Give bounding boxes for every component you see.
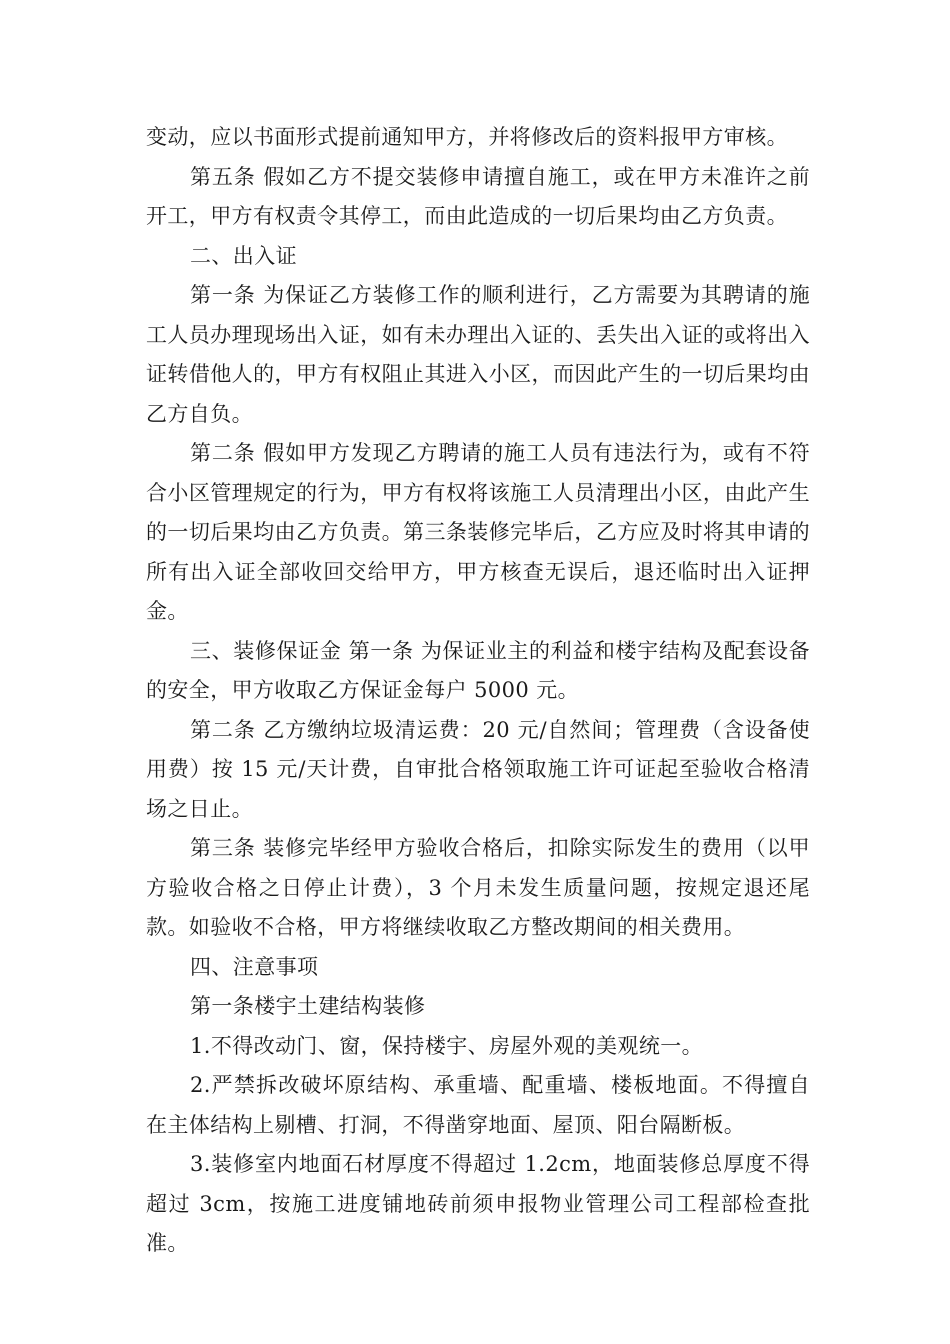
paragraph-notes-article-1: 第一条楼宇土建结构装修 xyxy=(190,994,426,1018)
paragraph-pass-article-2: 第二条 假如甲方发现乙方聘请的施工人员有违法行为，或有不符合小区管理规定的行为，甲方有权将该施工人员清理出小区，由此产生的一切后果均由乙方负责。第三条装修完毕后，乙方应及时将其申请的所有出入证全部收回交给甲方，甲方核查无误后，退还临时出入证押金。 xyxy=(146,441,810,623)
paragraph-article-5: 第五条 假如乙方不提交装修申请擅自施工，或在甲方未准许之前开工，甲方有权责令其停工，而由此造成的一切后果均由乙方负责。 xyxy=(146,164,810,228)
paragraph-deposit-article-1: 三、装修保证金 第一条 为保证业主的利益和楼宇结构及配套设备的安全，甲方收取乙方保证金每户 5000 元。 xyxy=(146,638,810,702)
document-body xyxy=(146,118,810,1264)
section-heading-pass: 二、出入证 xyxy=(190,243,297,268)
paragraph-pass-article-1: 第一条 为保证乙方装修工作的顺利进行，乙方需要为其聘请的施工人员办理现场出入证，如有未办理出入证的、丢失出入证的或将出入证转借他人的，甲方有权阻止其进入小区，而因此产生的一切后果均由乙方自负。 xyxy=(146,283,810,426)
paragraph-deposit-article-3: 第三条 装修完毕经甲方验收合格后，扣除实际发生的费用（以甲方验收合格之日停止计费），3 个月未发生质量问题，按规定退还尾款。如验收不合格，甲方将继续收取乙方整改期间的相关费用。 xyxy=(146,836,810,939)
list-item-1: 1.不得改动门、窗，保持楼宇、房屋外观的美观统一。 xyxy=(190,1033,704,1058)
section-heading-notes: 四、注意事项 xyxy=(190,954,319,979)
list-item-3: 3.装修室内地面石材厚度不得超过 1.2cm，地面装修总厚度不得超过 3cm，按施工进度铺地砖前须申报物业管理公司工程部检查批准。 xyxy=(146,1152,810,1255)
paragraph-continuation: 变动，应以书面形式提前通知甲方，并将修改后的资料报甲方审核。 xyxy=(146,125,788,149)
paragraph-deposit-article-2: 第二条 乙方缴纳垃圾清运费：20 元/自然间；管理费（含设备使用费）按 15 元/天计费，自审批合格领取施工许可证起至验收合格清场之日止。 xyxy=(146,717,810,821)
list-item-2: 2.严禁拆改破坏原结构、承重墙、配重墙、楼板地面。不得擅自在主体结构上剔槽、打洞，不得凿穿地面、屋顶、阳台隔断板。 xyxy=(146,1073,810,1137)
